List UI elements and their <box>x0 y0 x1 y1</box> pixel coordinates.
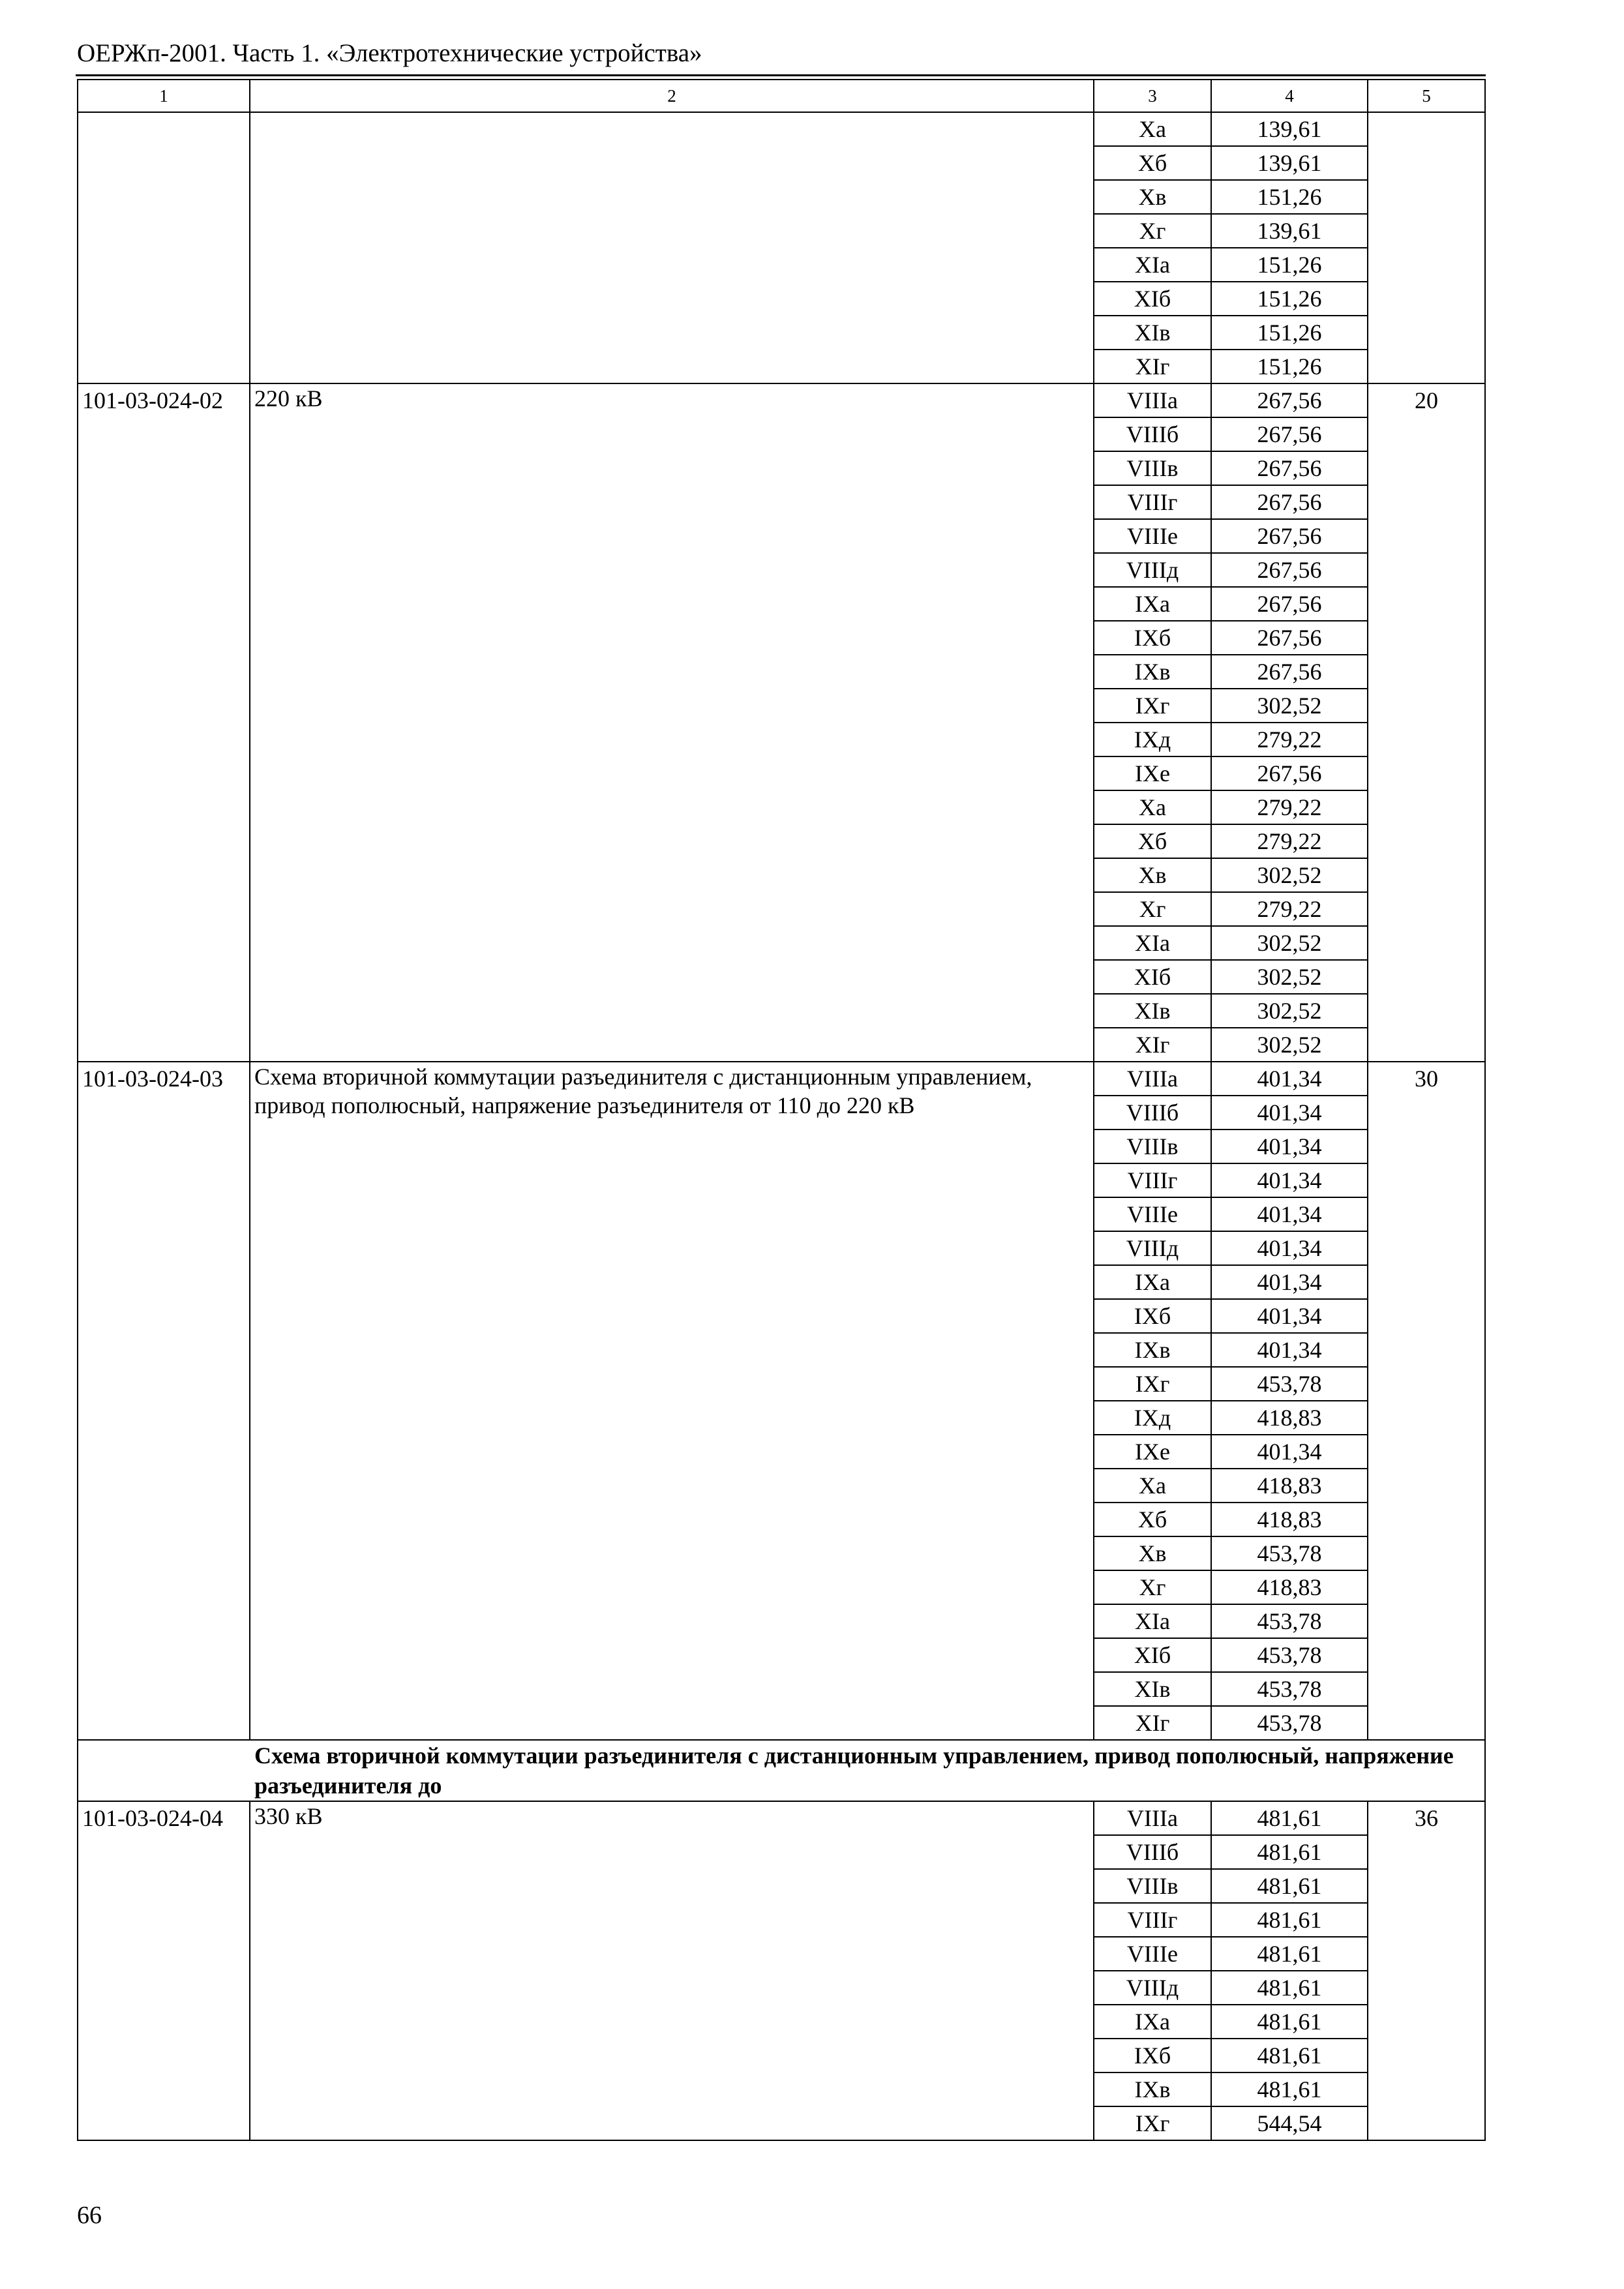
category-cell: IXa <box>1094 2005 1211 2039</box>
category-cell: IXa <box>1094 587 1211 621</box>
price-cell: 481,61 <box>1211 1971 1368 2005</box>
column5-value-cell: 30 <box>1368 1062 1485 1740</box>
category-cell: XIб <box>1094 960 1211 994</box>
category-cell: Xa <box>1094 1469 1211 1503</box>
category-cell: XIa <box>1094 248 1211 282</box>
category-cell: XIб <box>1094 282 1211 316</box>
category-cell: XIв <box>1094 316 1211 350</box>
price-cell: 267,56 <box>1211 417 1368 451</box>
price-cell: 279,22 <box>1211 824 1368 858</box>
price-table-body <box>78 80 1485 2140</box>
price-cell: 302,52 <box>1211 960 1368 994</box>
item-description-cell: 330 кВ <box>250 1801 1094 2140</box>
price-cell: 139,61 <box>1211 214 1368 248</box>
category-cell: VIIIг <box>1094 1903 1211 1937</box>
category-cell: VIIIa <box>1094 1801 1211 1835</box>
category-cell: Xa <box>1094 790 1211 824</box>
category-cell: IXг <box>1094 2106 1211 2140</box>
category-cell: Xa <box>1094 112 1211 146</box>
price-cell: 453,78 <box>1211 1604 1368 1638</box>
table-row <box>78 383 1485 417</box>
price-cell: 481,61 <box>1211 1801 1368 1835</box>
price-cell: 267,56 <box>1211 756 1368 790</box>
price-cell: 139,61 <box>1211 146 1368 180</box>
price-cell: 544,54 <box>1211 2106 1368 2140</box>
price-cell: 302,52 <box>1211 1028 1368 1062</box>
category-cell: Xг <box>1094 1570 1211 1604</box>
price-cell: 453,78 <box>1211 1367 1368 1401</box>
page-number: 66 <box>77 2202 102 2229</box>
item-code-cell: 101-03-024-04 <box>78 1801 250 2140</box>
price-cell: 453,78 <box>1211 1706 1368 1740</box>
price-cell: 302,52 <box>1211 926 1368 960</box>
price-cell: 481,61 <box>1211 1937 1368 1971</box>
item-code-cell: 101-03-024-02 <box>78 383 250 1062</box>
category-cell: VIIIг <box>1094 1163 1211 1197</box>
price-cell: 401,34 <box>1211 1163 1368 1197</box>
column-number-5: 5 <box>1368 80 1485 112</box>
category-cell: XIг <box>1094 1706 1211 1740</box>
section-heading: Схема вторичной коммутации разъединителя с дистанционным управлением, привод пополюсный, напряжение разъединителя до <box>78 1740 1485 1801</box>
item-description-cell <box>250 112 1094 383</box>
price-cell: 481,61 <box>1211 2039 1368 2072</box>
column-number-2: 2 <box>250 80 1094 112</box>
price-cell: 267,56 <box>1211 655 1368 689</box>
price-cell: 151,26 <box>1211 282 1368 316</box>
price-cell: 481,61 <box>1211 1869 1368 1903</box>
column5-value-cell: 36 <box>1368 1801 1485 2140</box>
column-number-row <box>78 80 1485 112</box>
item-code-cell: 101-03-024-03 <box>78 1062 250 1740</box>
category-cell: IXв <box>1094 1333 1211 1367</box>
price-cell: 401,34 <box>1211 1265 1368 1299</box>
category-cell: XIб <box>1094 1638 1211 1672</box>
price-cell: 418,83 <box>1211 1570 1368 1604</box>
category-cell: Xв <box>1094 858 1211 892</box>
category-cell: Xг <box>1094 892 1211 926</box>
section-heading-row <box>78 1740 1485 1801</box>
price-cell: 401,34 <box>1211 1299 1368 1333</box>
price-cell: 401,34 <box>1211 1197 1368 1231</box>
table-row <box>78 1801 1485 1835</box>
price-cell: 481,61 <box>1211 1835 1368 1869</box>
price-cell: 267,56 <box>1211 383 1368 417</box>
price-cell: 267,56 <box>1211 621 1368 655</box>
category-cell: XIг <box>1094 1028 1211 1062</box>
price-cell: 139,61 <box>1211 112 1368 146</box>
item-code-cell <box>78 112 250 383</box>
column5-value-cell: 20 <box>1368 383 1485 1062</box>
price-cell: 481,61 <box>1211 2005 1368 2039</box>
category-cell: VIIIд <box>1094 1971 1211 2005</box>
category-cell: VIIIa <box>1094 383 1211 417</box>
price-cell: 401,34 <box>1211 1333 1368 1367</box>
price-cell: 267,56 <box>1211 553 1368 587</box>
category-cell: Xв <box>1094 1536 1211 1570</box>
category-cell: XIв <box>1094 994 1211 1028</box>
price-cell: 151,26 <box>1211 316 1368 350</box>
price-cell: 401,34 <box>1211 1435 1368 1469</box>
category-cell: VIIIa <box>1094 1062 1211 1096</box>
price-cell: 302,52 <box>1211 994 1368 1028</box>
category-cell: VIIIe <box>1094 1197 1211 1231</box>
price-cell: 267,56 <box>1211 451 1368 485</box>
category-cell: Xб <box>1094 824 1211 858</box>
price-cell: 267,56 <box>1211 519 1368 553</box>
category-cell: IXг <box>1094 1367 1211 1401</box>
price-cell: 279,22 <box>1211 892 1368 926</box>
category-cell: VIIIв <box>1094 1130 1211 1163</box>
item-description-cell: 220 кВ <box>250 383 1094 1062</box>
category-cell: IXa <box>1094 1265 1211 1299</box>
price-cell: 481,61 <box>1211 1903 1368 1937</box>
price-cell: 418,83 <box>1211 1469 1368 1503</box>
category-cell: VIIIв <box>1094 451 1211 485</box>
price-cell: 418,83 <box>1211 1401 1368 1435</box>
category-cell: VIIIe <box>1094 1937 1211 1971</box>
category-cell: VIIIe <box>1094 519 1211 553</box>
category-cell: IXг <box>1094 689 1211 723</box>
price-cell: 401,34 <box>1211 1231 1368 1265</box>
category-cell: Xв <box>1094 180 1211 214</box>
header-divider <box>76 74 1486 76</box>
page-header: ОЕРЖп-2001. Часть 1. «Электротехнические устройства» <box>77 39 702 67</box>
category-cell: XIв <box>1094 1672 1211 1706</box>
price-cell: 279,22 <box>1211 723 1368 756</box>
price-cell: 151,26 <box>1211 180 1368 214</box>
column5-value-cell <box>1368 112 1485 383</box>
category-cell: VIIIб <box>1094 1096 1211 1130</box>
price-cell: 418,83 <box>1211 1503 1368 1536</box>
category-cell: IXб <box>1094 2039 1211 2072</box>
category-cell: VIIIд <box>1094 1231 1211 1265</box>
category-cell: IXe <box>1094 756 1211 790</box>
price-cell: 302,52 <box>1211 689 1368 723</box>
table-row <box>78 1062 1485 1096</box>
category-cell: Xб <box>1094 1503 1211 1536</box>
category-cell: VIIIб <box>1094 1835 1211 1869</box>
price-cell: 302,52 <box>1211 858 1368 892</box>
table-row <box>78 112 1485 146</box>
category-cell: VIIIд <box>1094 553 1211 587</box>
category-cell: IXб <box>1094 621 1211 655</box>
category-cell: VIIIг <box>1094 485 1211 519</box>
column-number-3: 3 <box>1094 80 1211 112</box>
category-cell: Xг <box>1094 214 1211 248</box>
price-cell: 453,78 <box>1211 1638 1368 1672</box>
price-cell: 401,34 <box>1211 1130 1368 1163</box>
category-cell: XIa <box>1094 1604 1211 1638</box>
price-table <box>77 79 1486 2141</box>
category-cell: VIIIб <box>1094 417 1211 451</box>
item-description-cell: Схема вторичной коммутации разъединителя с дистанционным управлением, привод пополюсный, напряжение разъединителя от 110 до 220 кВ <box>250 1062 1094 1740</box>
price-cell: 151,26 <box>1211 350 1368 383</box>
category-cell: IXв <box>1094 2072 1211 2106</box>
price-cell: 453,78 <box>1211 1536 1368 1570</box>
price-cell: 267,56 <box>1211 587 1368 621</box>
category-cell: IXд <box>1094 1401 1211 1435</box>
price-cell: 267,56 <box>1211 485 1368 519</box>
price-cell: 151,26 <box>1211 248 1368 282</box>
category-cell: IXв <box>1094 655 1211 689</box>
category-cell: XIг <box>1094 350 1211 383</box>
price-cell: 481,61 <box>1211 2072 1368 2106</box>
price-cell: 401,34 <box>1211 1096 1368 1130</box>
category-cell: IXe <box>1094 1435 1211 1469</box>
price-cell: 401,34 <box>1211 1062 1368 1096</box>
price-cell: 279,22 <box>1211 790 1368 824</box>
category-cell: VIIIв <box>1094 1869 1211 1903</box>
column-number-4: 4 <box>1211 80 1368 112</box>
price-cell: 453,78 <box>1211 1672 1368 1706</box>
category-cell: XIa <box>1094 926 1211 960</box>
column-number-1: 1 <box>78 80 250 112</box>
category-cell: IXб <box>1094 1299 1211 1333</box>
category-cell: Xб <box>1094 146 1211 180</box>
category-cell: IXд <box>1094 723 1211 756</box>
